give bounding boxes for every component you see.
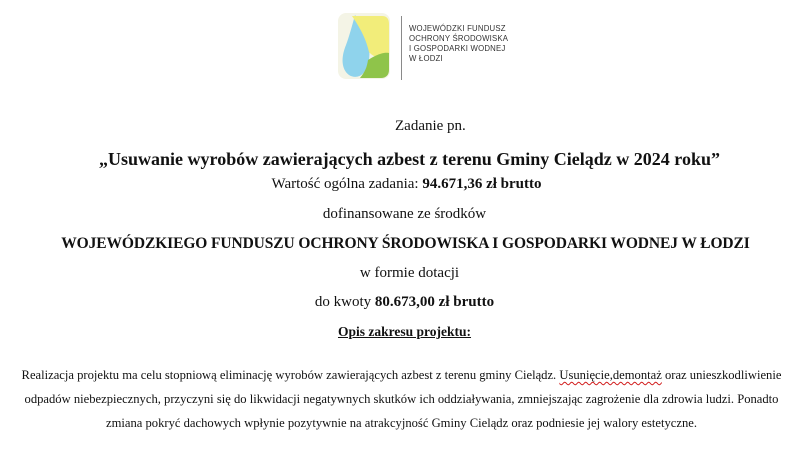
logo-text: [409, 24, 508, 64]
grant-amount-line: [3, 294, 803, 311]
logo-divider: [401, 16, 402, 80]
funding-form: w formie dotacji: [359, 265, 460, 281]
spellcheck-marked-text: Usunięcie,demontaż: [559, 368, 662, 382]
project-title: „Usuwanie wyrobów zawierających azbest z terenu Gminy Cielądz w 2024 roku”: [99, 149, 720, 169]
grant-amount-value: 80.673,00 zł brutto: [374, 294, 495, 310]
description-part-1: Realizacja projektu ma celu stopniową eliminację wyrobów zawierających azbest z terenu gminy Cielądz.: [21, 368, 560, 382]
total-value-line: [5, 176, 803, 193]
fund-name: WOJEWÓDZKIEGO FUNDUSZU OCHRONY ŚRODOWISKA I GOSPODARKI WODNEJ W ŁODZI: [61, 235, 750, 252]
logo-line-1: WOJEWÓDZKI FUNDUSZ: [409, 24, 506, 33]
task-label: Zadanie pn.: [395, 118, 466, 134]
cofinanced-text: dofinansowane ze środków: [322, 206, 487, 222]
total-value-label: Wartość ogólna zadania:: [271, 176, 423, 192]
description-part-2: oraz unieszkodliwienie odpadów niebezpiecznych, przyczyni się do likwidacji negatywnych skutków ich oddziaływania, zmniejszając zagrożenie dla zdrowia ludzi. Ponadto zmiana pokryć dachowych wpłynie pozytywnie na atrakcyjność Gminy Cielądz oraz podniesie jej walory estetyczne.: [24, 368, 782, 431]
project-description: [10, 363, 793, 436]
total-value-amount: 94.671,36 zł brutto: [422, 176, 542, 192]
fund-logo: [337, 12, 527, 82]
project-scope-heading: Opis zakresu projektu:: [337, 324, 472, 339]
grant-amount-label: do kwoty: [314, 294, 375, 310]
logo-line-2: OCHRONY ŚRODOWISKA: [409, 34, 509, 43]
logo-line-4: W ŁODZI: [409, 54, 443, 63]
fund-logo-mark: [337, 12, 391, 80]
logo-line-3: I GOSPODARKI WODNEJ: [409, 44, 506, 53]
